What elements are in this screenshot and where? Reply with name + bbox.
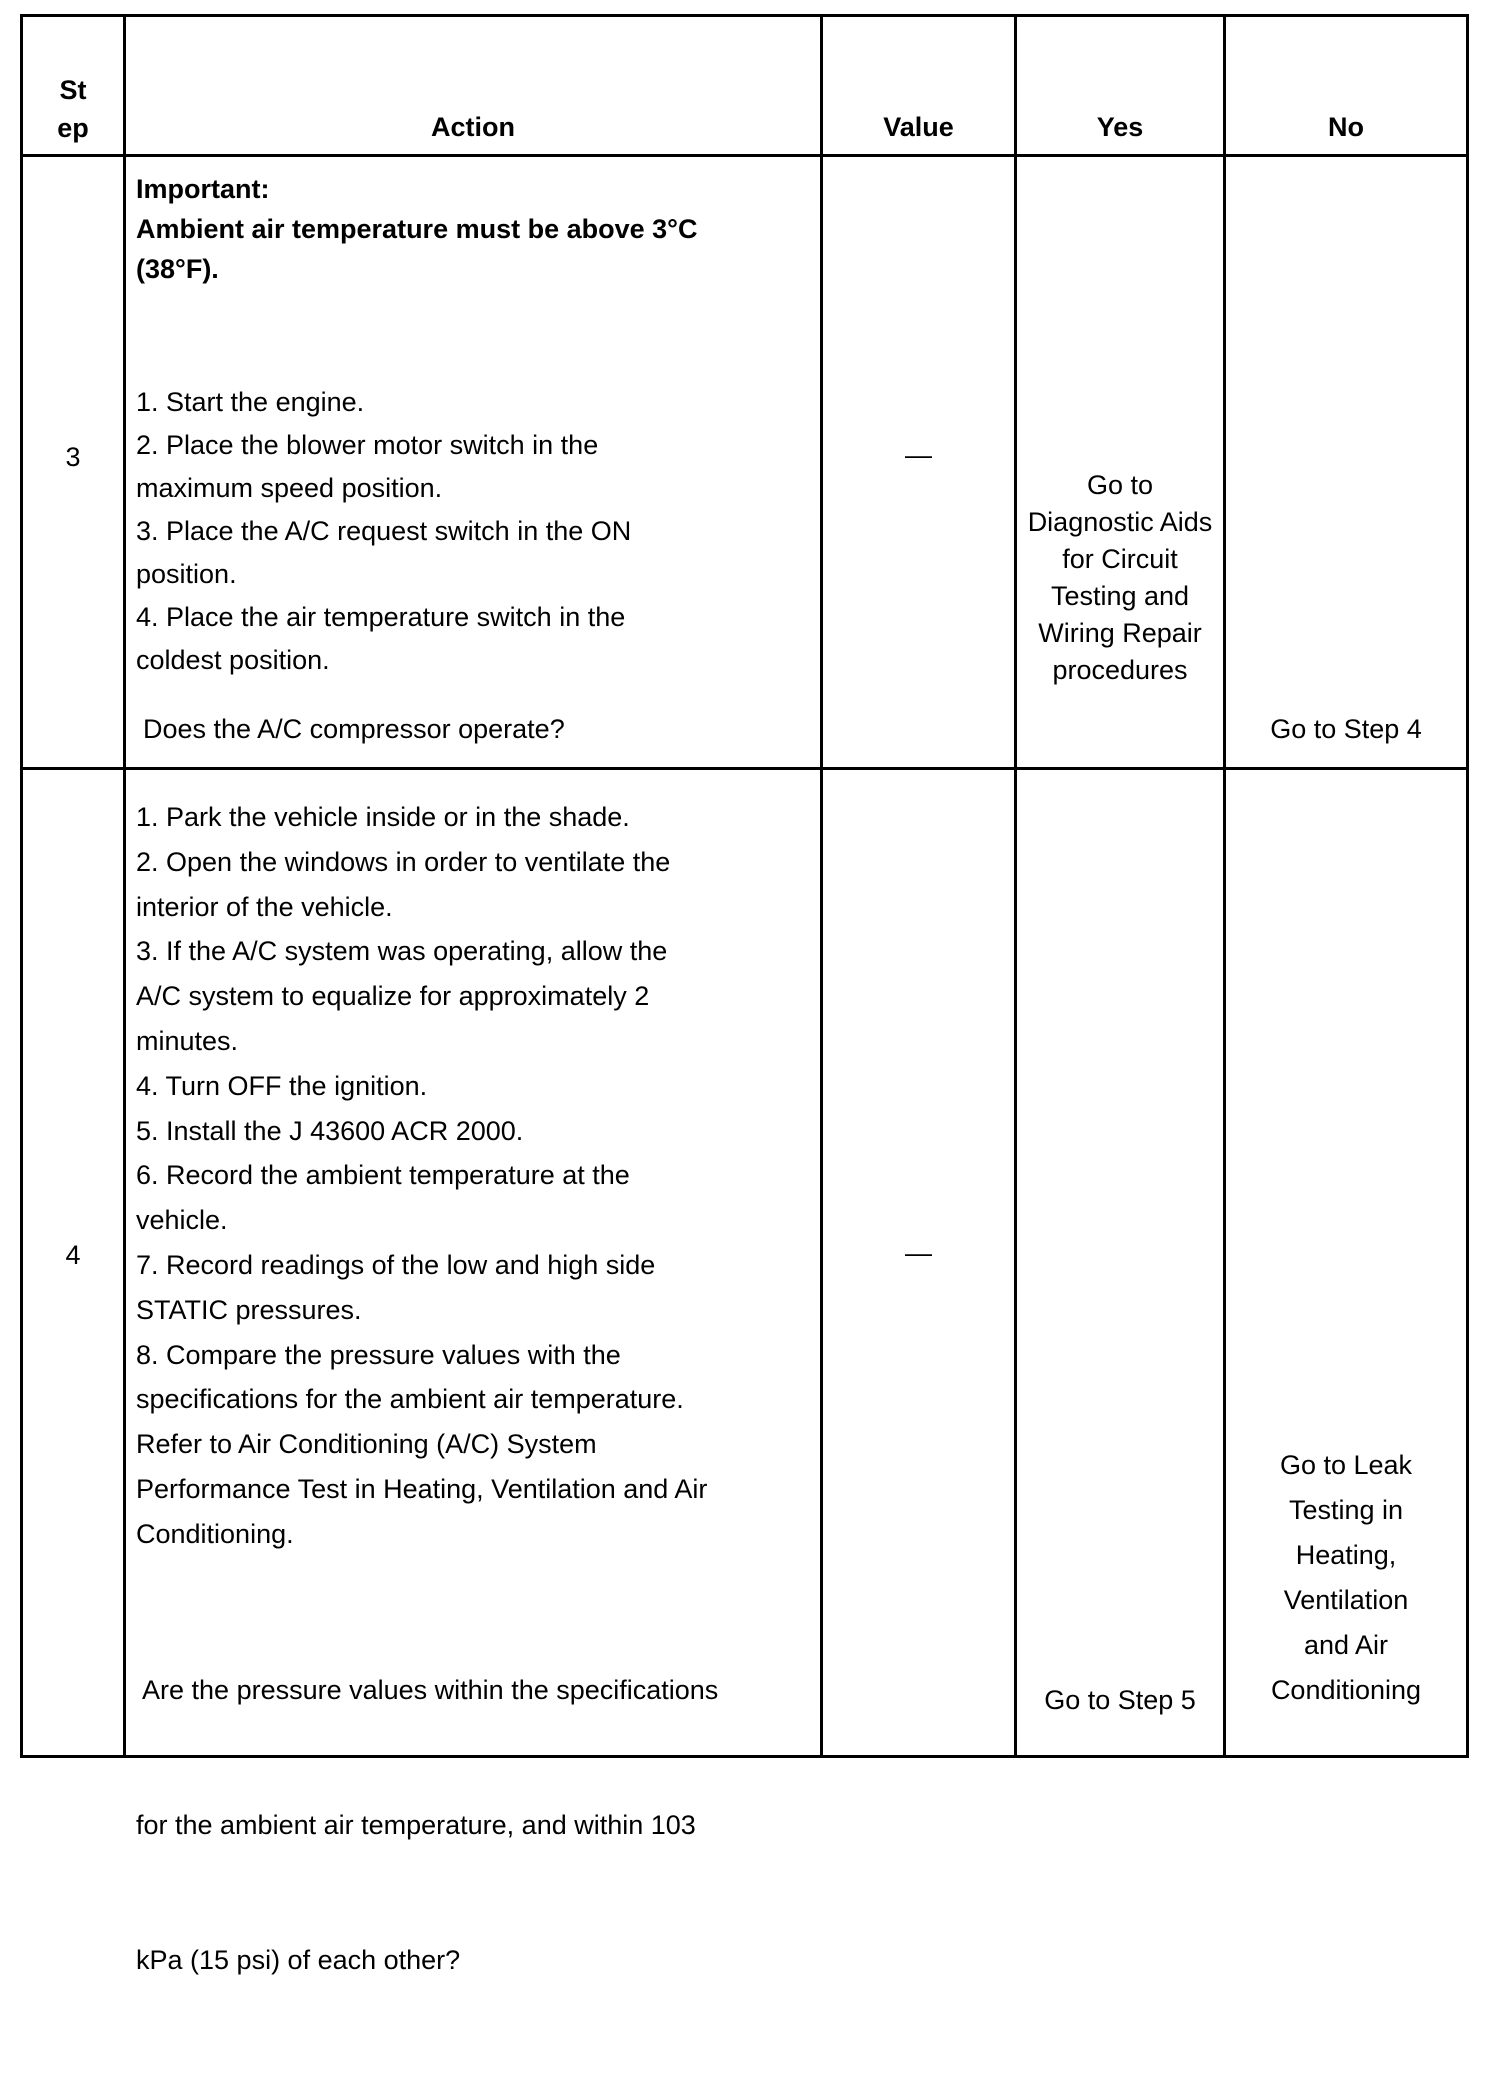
action-line: 4. Place the air temperature switch in the xyxy=(136,602,626,632)
important-text-line: Ambient air temperature must be above 3°C xyxy=(136,214,698,244)
action-line: Conditioning. xyxy=(136,1518,294,1549)
action-line: Performance Test in Heating, Ventilation and Air xyxy=(136,1473,708,1504)
header-step-line: St xyxy=(59,75,87,105)
action-steps xyxy=(136,381,631,682)
important-note xyxy=(136,169,697,289)
action-line: coldest position. xyxy=(136,645,330,675)
no-cell xyxy=(1226,714,1466,744)
header-yes: Yes xyxy=(1096,112,1144,142)
question-line: Are the pressure values within the specifications xyxy=(136,1675,719,1705)
no-line: Go to Leak xyxy=(1279,1450,1413,1480)
header-action: Action xyxy=(431,112,515,142)
action-line: 5. Install the J 43600 ACR 2000. xyxy=(136,1115,524,1146)
column-divider xyxy=(820,17,823,1755)
action-line: Refer to Air Conditioning (A/C) System xyxy=(136,1429,597,1460)
action-line: position. xyxy=(136,559,237,589)
yes-cell xyxy=(1017,467,1223,689)
action-line: 2. Open the windows in order to ventilate the xyxy=(136,846,671,877)
column-divider xyxy=(1014,17,1017,1755)
action-line: 2. Place the blower motor switch in the xyxy=(136,430,599,460)
action-line: minutes. xyxy=(136,1025,239,1056)
question-line: for the ambient air temperature, and within 103 xyxy=(136,1810,696,1840)
action-question xyxy=(136,1578,718,2073)
action-line: 3. If the A/C system was operating, allow the xyxy=(136,936,668,967)
action-line: 3. Place the A/C request switch in the ON xyxy=(136,516,632,546)
no-line: Ventilation xyxy=(1283,1585,1409,1615)
yes-line: Diagnostic Aids xyxy=(1027,507,1213,537)
yes-cell xyxy=(1017,1685,1223,1715)
step-number: 4 xyxy=(65,1240,81,1270)
important-text-line: (38°F). xyxy=(136,254,219,284)
no-line: Go to Step 4 xyxy=(1270,714,1422,744)
action-steps xyxy=(136,795,707,1557)
header-step-line: ep xyxy=(57,113,89,143)
header-step xyxy=(23,71,123,147)
diagnostic-table xyxy=(20,14,1469,1975)
yes-line: for Circuit xyxy=(1062,544,1178,574)
yes-line: procedures xyxy=(1052,655,1188,685)
important-label: Important: xyxy=(136,174,270,204)
yes-line: Go to Step 5 xyxy=(1044,1685,1196,1715)
no-line: Heating, xyxy=(1295,1540,1397,1570)
action-line: interior of the vehicle. xyxy=(136,891,393,922)
header-no: No xyxy=(1328,112,1364,142)
action-line: maximum speed position. xyxy=(136,473,443,503)
no-line: Conditioning xyxy=(1270,1675,1422,1705)
row-divider xyxy=(23,767,1466,770)
yes-line: Wiring Repair xyxy=(1038,618,1202,648)
header-value: Value xyxy=(883,112,954,142)
yes-line: Go to xyxy=(1086,470,1154,500)
action-line: 4. Turn OFF the ignition. xyxy=(136,1070,428,1101)
action-line: STATIC pressures. xyxy=(136,1294,362,1325)
action-line: 1. Park the vehicle inside or in the shade. xyxy=(136,802,630,832)
column-divider xyxy=(123,17,126,1755)
no-line: and Air xyxy=(1303,1630,1389,1660)
value-cell: — xyxy=(905,1238,932,1268)
action-line: 1. Start the engine. xyxy=(136,387,365,417)
yes-line: Testing and xyxy=(1050,581,1190,611)
action-line: specifications for the ambient air temperature. xyxy=(136,1384,684,1415)
action-line: 6. Record the ambient temperature at the xyxy=(136,1160,630,1191)
action-line: A/C system to equalize for approximately 2 xyxy=(136,981,650,1012)
row-divider xyxy=(23,154,1466,157)
step-number: 3 xyxy=(65,442,81,472)
action-line: 8. Compare the pressure values with the xyxy=(136,1339,621,1370)
question-line: kPa (15 psi) of each other? xyxy=(136,1945,461,1975)
value-cell: — xyxy=(905,440,932,470)
no-line: Testing in xyxy=(1288,1495,1404,1525)
action-line: 7. Record readings of the low and high side xyxy=(136,1249,656,1280)
no-cell xyxy=(1226,1443,1466,1713)
action-question: Does the A/C compressor operate? xyxy=(143,714,565,744)
action-line: vehicle. xyxy=(136,1205,228,1236)
